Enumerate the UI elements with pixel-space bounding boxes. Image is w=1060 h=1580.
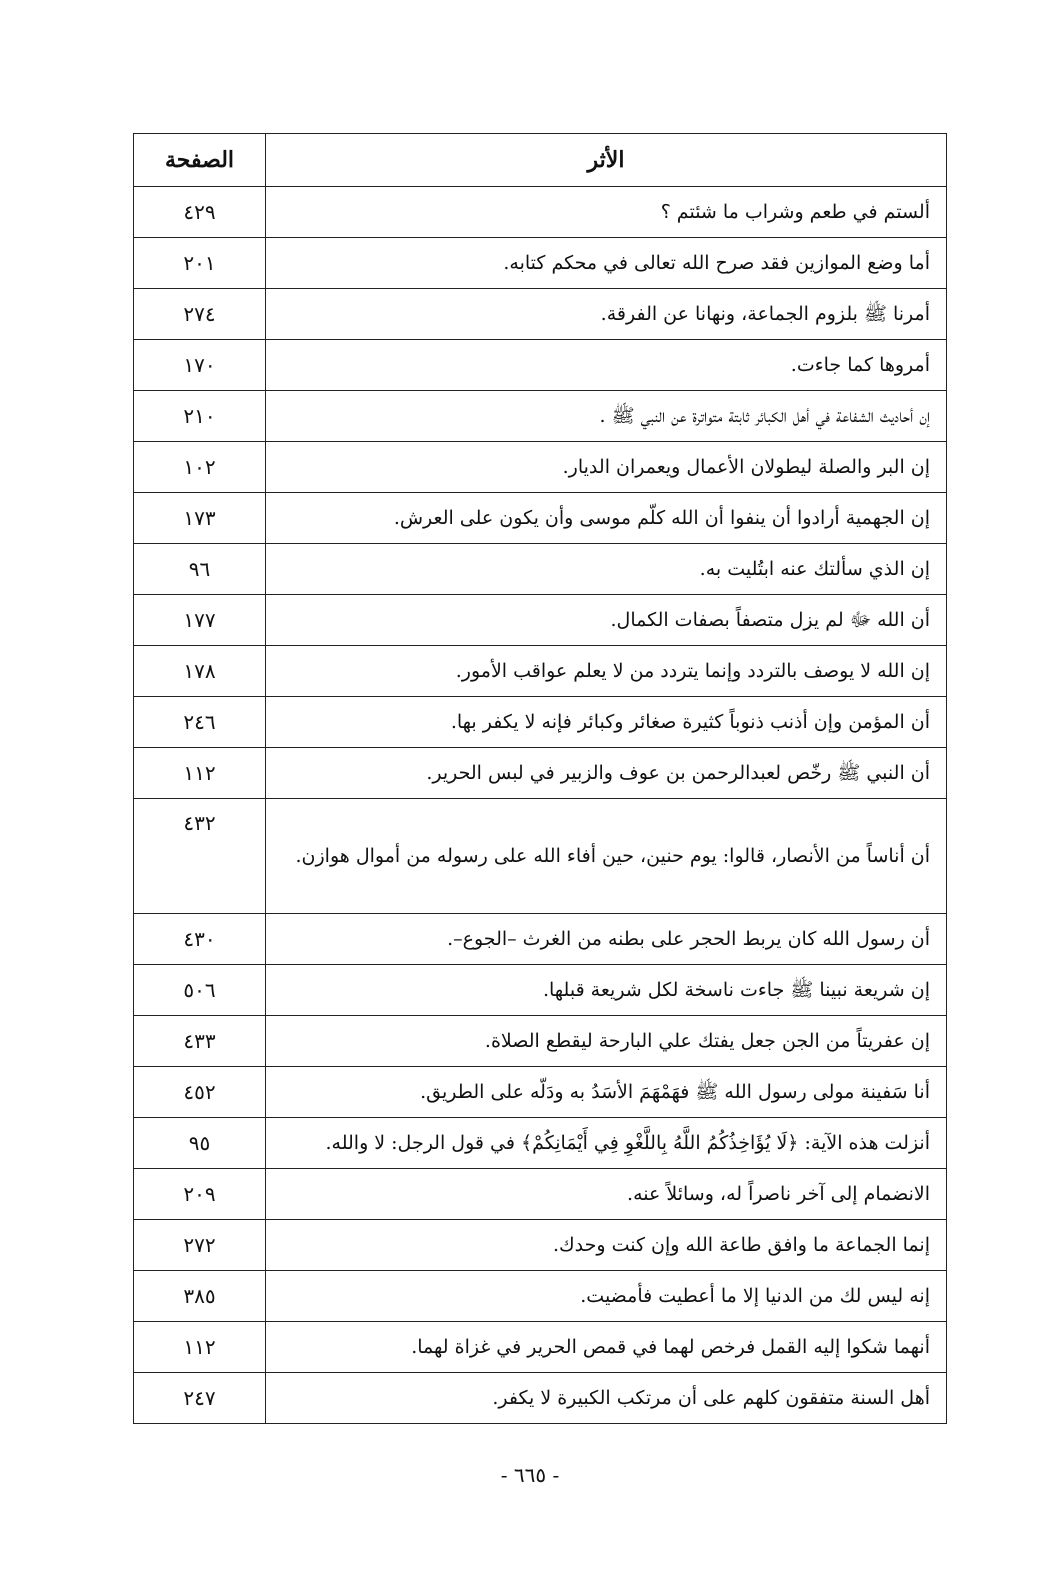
page-reference: ٤٥٢ [134, 1067, 266, 1118]
athar-text: أما وضع الموازين فقد صرح الله تعالى في محكم كتابه. [266, 238, 947, 289]
page-reference: ٢٤٧ [134, 1373, 266, 1424]
table-row [134, 1118, 947, 1169]
page-reference: ٢٧٤ [134, 289, 266, 340]
table-row [134, 799, 947, 914]
athar-text: إن أحاديث الشفاعة في أهل الكبائر ثابتة متواترة عن النبي ﷺ . [266, 391, 947, 442]
page-reference: ٢٠٩ [134, 1169, 266, 1220]
page-reference: ٢١٠ [134, 391, 266, 442]
athar-text: الانضمام إلى آخر ناصراً له، وسائلاً عنه. [266, 1169, 947, 1220]
page-number: - ٦٦٥ - [500, 1463, 560, 1487]
table-row [134, 289, 947, 340]
table-body [134, 187, 947, 1424]
athar-text: أمرنا ﷺ بلزوم الجماعة، ونهانا عن الفرقة. [266, 289, 947, 340]
table-row [134, 493, 947, 544]
page-reference: ٢٧٢ [134, 1220, 266, 1271]
table-row [134, 1271, 947, 1322]
athar-text: أنزلت هذه الآية: ﴿لَا يُؤَاخِذُكُمُ اللَّهُ بِاللَّغْوِ فِي أَيْمَانِكُمْ﴾ في قول الرجل: لا والله. [266, 1118, 947, 1169]
page-reference: ٥٠٦ [134, 965, 266, 1016]
page-reference: ١٧٠ [134, 340, 266, 391]
page-reference: ٢٤٦ [134, 697, 266, 748]
athar-text: إن الجهمية أرادوا أن ينفوا أن الله كلّم موسى وأن يكون على العرش. [266, 493, 947, 544]
table-row [134, 595, 947, 646]
table-row [134, 1016, 947, 1067]
table-row [134, 391, 947, 442]
athar-text: ألستم في طعم وشراب ما شئتم ؟ [266, 187, 947, 238]
page-reference: ٩٦ [134, 544, 266, 595]
athar-text: إن شريعة نبينا ﷺ جاءت ناسخة لكل شريعة قبلها. [266, 965, 947, 1016]
page-column-header: الصفحة [134, 134, 266, 187]
page-reference: ١٧٣ [134, 493, 266, 544]
athar-text: إن الله لا يوصف بالتردد وإنما يتردد من لا يعلم عواقب الأمور. [266, 646, 947, 697]
athar-text: أهل السنة متفقون كلهم على أن مرتكب الكبيرة لا يكفر. [266, 1373, 947, 1424]
page-reference: ٤٢٩ [134, 187, 266, 238]
table-row [134, 914, 947, 965]
table-row [134, 697, 947, 748]
table-row [134, 646, 947, 697]
athar-index-table [133, 133, 947, 1424]
table-row [134, 1373, 947, 1424]
athar-column-header: الأثر [266, 134, 947, 187]
athar-text: إن عفريتاً من الجن جعل يفتك علي البارحة ليقطع الصلاة. [266, 1016, 947, 1067]
athar-text: أن النبي ﷺ رخّص لعبدالرحمن بن عوف والزبير في لبس الحرير. [266, 748, 947, 799]
page-reference: ٢٠١ [134, 238, 266, 289]
table-row [134, 442, 947, 493]
athar-text: إنما الجماعة ما وافق طاعة الله وإن كنت وحدك. [266, 1220, 947, 1271]
athar-text: إنه ليس لك من الدنيا إلا ما أعطيت فأمضيت. [266, 1271, 947, 1322]
athar-text: أنا سَفينة مولى رسول الله ﷺ فهَمْهَمَ الأسَدُ به ودَلّه على الطريق. [266, 1067, 947, 1118]
page-reference: ١٧٨ [134, 646, 266, 697]
page-reference: ٤٣٠ [134, 914, 266, 965]
athar-text: أن أناساً من الأنصار، قالوا: يوم حنين، حين أفاء الله على رسوله من أموال هوازن. [266, 799, 947, 914]
page-reference: ٤٣٣ [134, 1016, 266, 1067]
table-row [134, 238, 947, 289]
table-row [134, 544, 947, 595]
page-reference: ٤٣٢ [134, 799, 266, 914]
table-row [134, 1169, 947, 1220]
table-row [134, 1322, 947, 1373]
table-row [134, 1067, 947, 1118]
table-row [134, 340, 947, 391]
page-reference: ٣٨٥ [134, 1271, 266, 1322]
athar-text: أن رسول الله كان يربط الحجر على بطنه من الغرث –الجوع–. [266, 914, 947, 965]
table-header-row [134, 134, 947, 187]
table-row [134, 187, 947, 238]
page-reference: ١٠٢ [134, 442, 266, 493]
athar-text: أن الله ﷻ لم يزل متصفاً بصفات الكمال. [266, 595, 947, 646]
table-row [134, 965, 947, 1016]
page-reference: ١٧٧ [134, 595, 266, 646]
page-reference: ١١٢ [134, 1322, 266, 1373]
athar-text: إن الذي سألتك عنه ابتُليت به. [266, 544, 947, 595]
table-row [134, 1220, 947, 1271]
page-reference: ٩٥ [134, 1118, 266, 1169]
athar-text: إن البر والصلة ليطولان الأعمال ويعمران الديار. [266, 442, 947, 493]
athar-text: أمروها كما جاءت. [266, 340, 947, 391]
page-reference: ١١٢ [134, 748, 266, 799]
athar-text: أن المؤمن وإن أذنب ذنوباً كثيرة صغائر وكبائر فإنه لا يكفر بها. [266, 697, 947, 748]
table-row [134, 748, 947, 799]
athar-text: أنهما شكوا إليه القمل فرخص لهما في قمص الحرير في غزاة لهما. [266, 1322, 947, 1373]
